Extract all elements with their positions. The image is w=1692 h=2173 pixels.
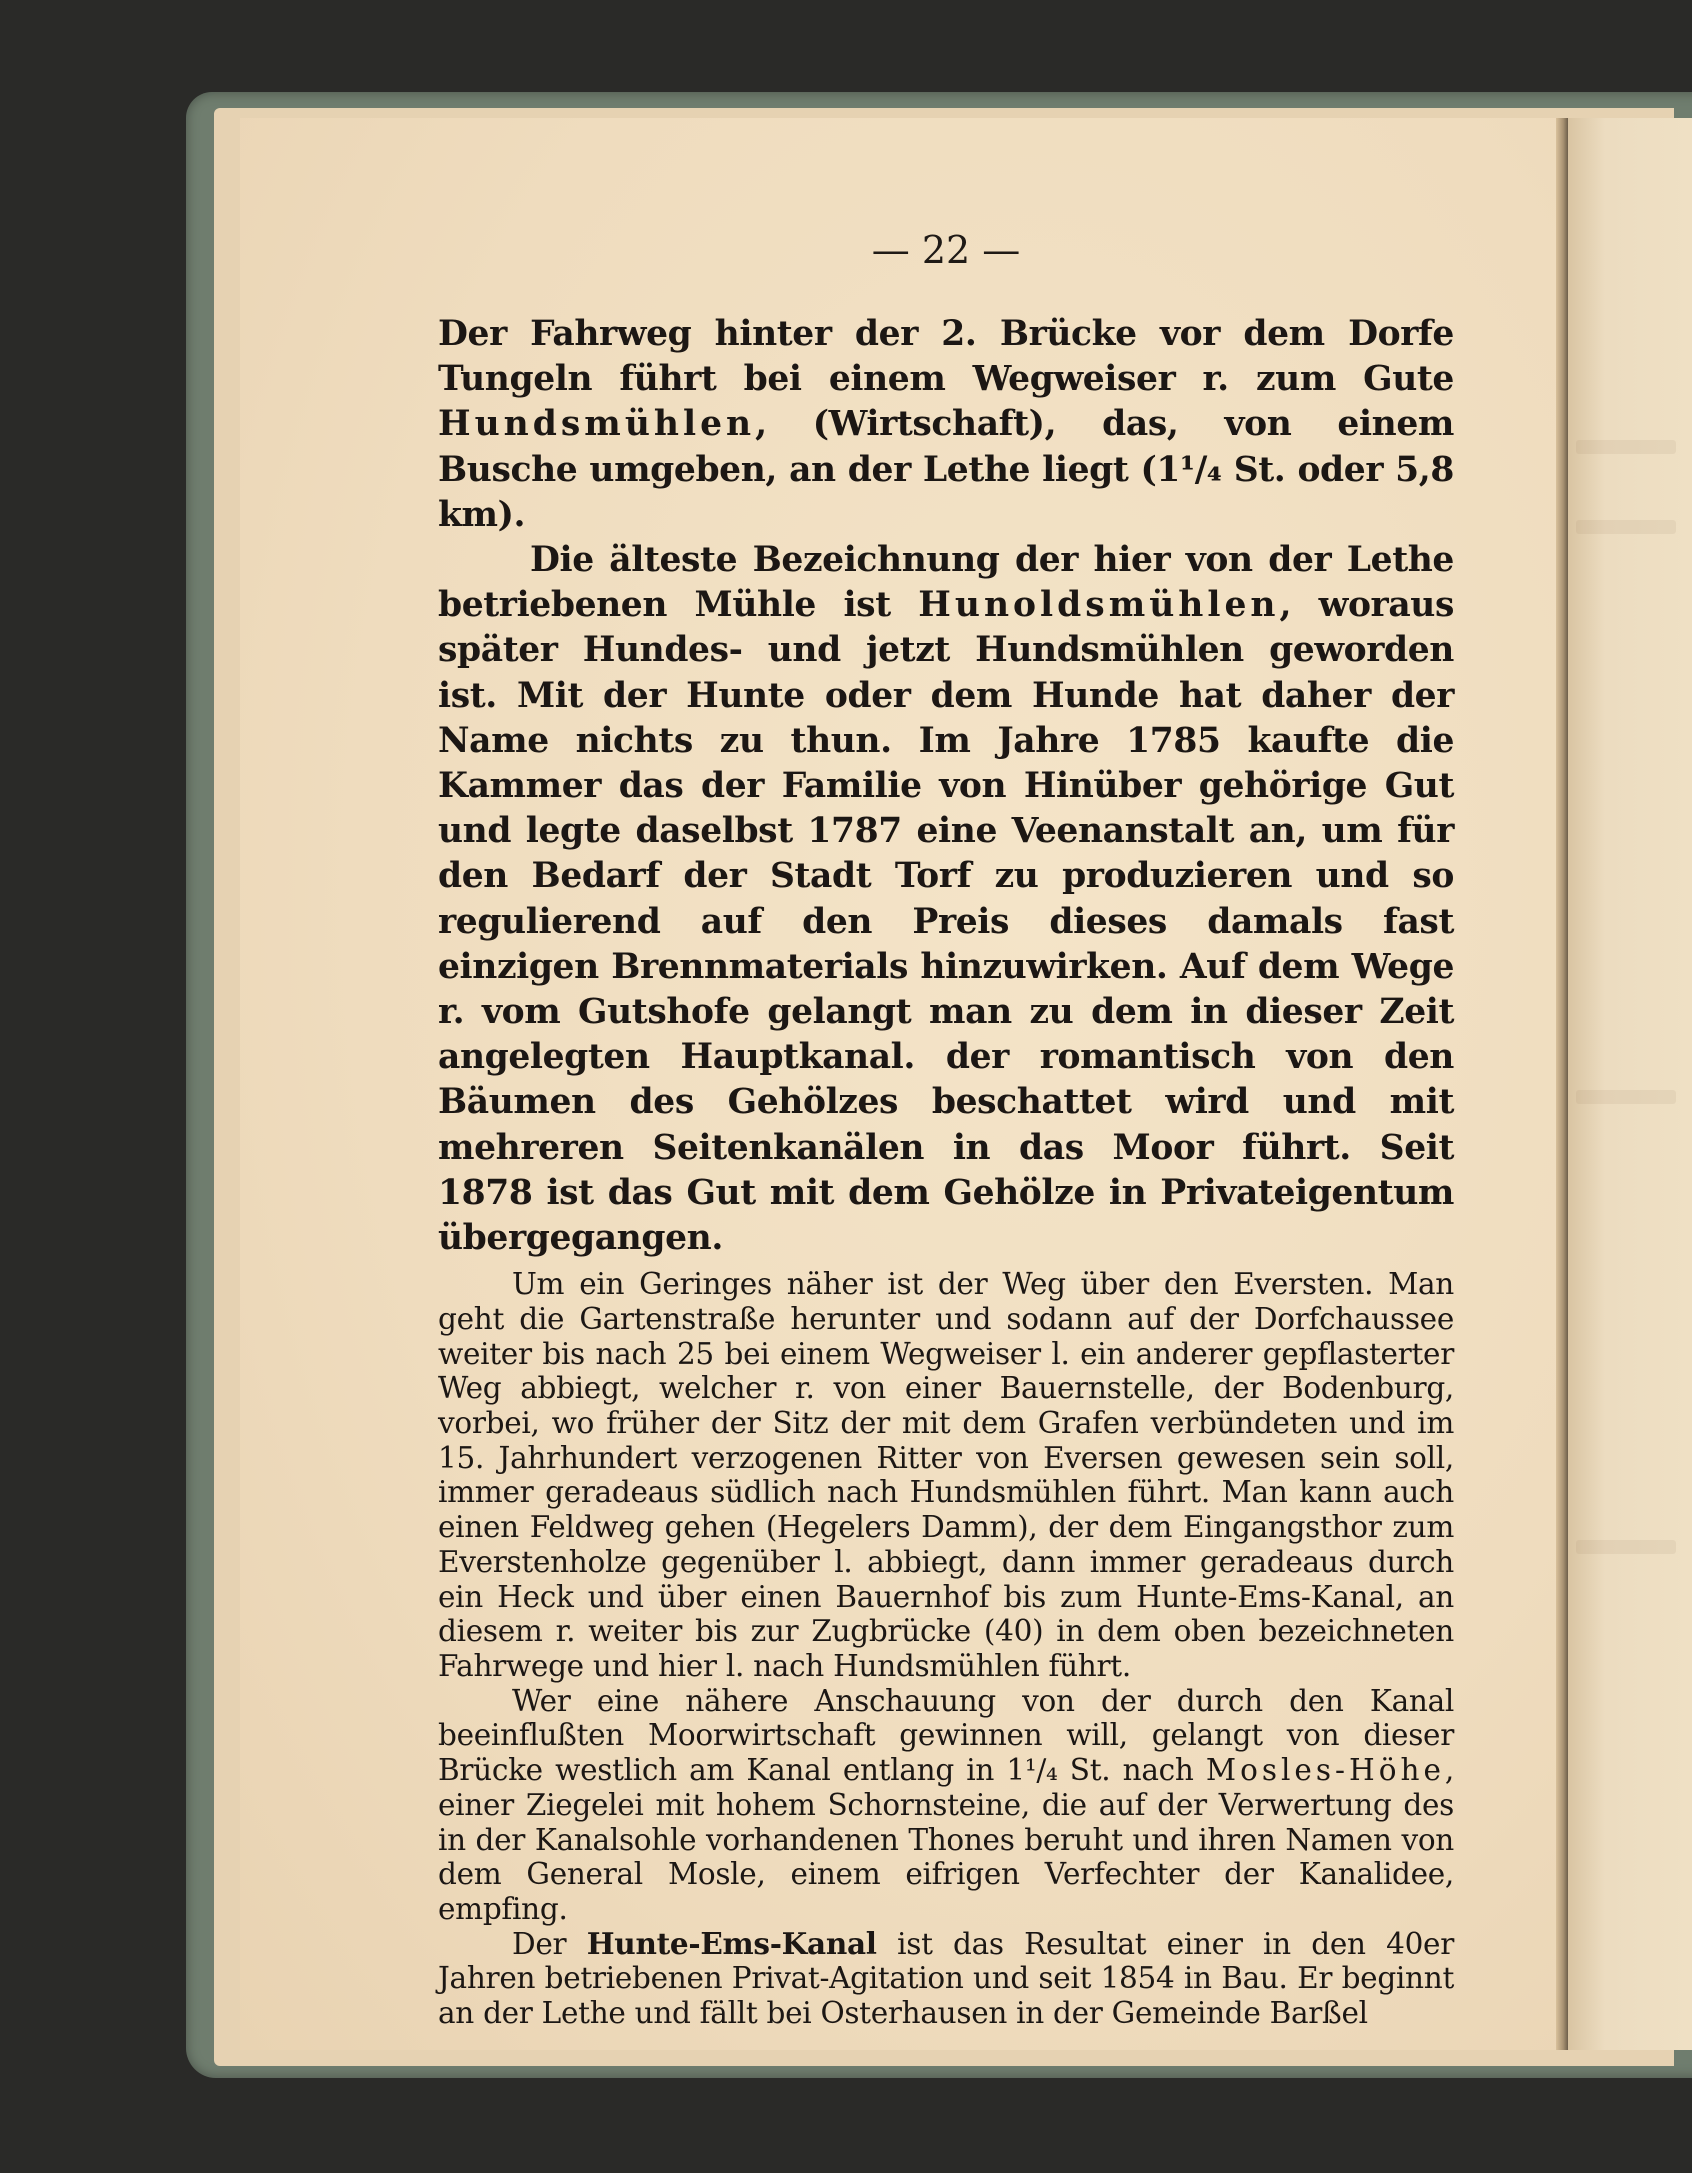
paragraph: Wer eine nähere Anschauung von der durch den Kanal beeinflußten Moorwirtschaft gewinnen will, gelangt von dieser Brücke westlich am Kanal entlang in 1¹/₄ St. nach Mosles-Höhe, einer Ziegelei mit hohem Schornsteine, die auf der Verwertung des in der Kanalsohle vorhandenen Thones beruht und ihren Namen von dem General Mosle, einem eifrigen Verfechter der Kanalidee, empfing.: [438, 1683, 1454, 1926]
page-text: [438, 312, 1454, 2031]
bleed-through-line: [1576, 520, 1676, 534]
emphasized-term: Hunte-Ems-Kanal: [586, 1925, 877, 1961]
page-number: — 22 —: [871, 228, 1021, 272]
large-text-section: [438, 312, 1454, 1261]
emphasized-term: Hunoldsmühlen: [918, 585, 1280, 626]
right-page-edge: [1568, 118, 1692, 2050]
paragraph: Um ein Geringes näher ist der Weg über den Eversten. Man geht die Gartenstraße herunter und sodann auf der Dorfchaussee weiter bis nach 25 bei einem Wegweiser l. ein anderer gepflasterter Weg abbiegt, welcher r. von einer Bauernstelle, der Bodenburg, vorbei, wo früher der Sitz der mit dem Grafen verbündeten und im 15. Jahrhundert verzogenen Ritter von Eversen gewesen sein soll, immer geradeaus südlich nach Hundsmühlen führt. Man kann auch einen Feldweg gehen (Hegelers Damm), der dem Eingangsthor zum Everstenholze gegenüber l. abbiegt, dann immer geradeaus durch ein Heck und über einen Bauernhof bis zum Hunte-Ems-Kanal, an diesem r. weiter bis zur Zugbrücke (40) in dem oben bezeichneten Fahrwege und hier l. nach Hundsmühlen führt.: [438, 1267, 1454, 1683]
bleed-through-line: [1576, 1540, 1676, 1554]
paragraph: Die älteste Bezeichnung der hier von der Lethe betriebenen Mühle ist Hunoldsmühlen, woraus später Hundes- und jetzt Hundsmühlen geworden ist. Mit der Hunte oder dem Hunde hat daher der Name nichts zu thun. Im Jahre 1785 kaufte die Kammer das der Familie von Hinüber gehörige Gut und legte daselbst 1787 eine Veenanstalt an, um für den Bedarf der Stadt Torf zu produzieren und so regulierend auf den Preis dieses damals fast einzigen Brennmaterials hinzuwirken. Auf dem Wege r. vom Gutshofe gelangt man zu dem in dieser Zeit angelegten Hauptkanal. der romantisch von den Bäumen des Gehölzes beschattet wird und mit mehreren Seitenkanälen in das Moor führt. Seit 1878 ist das Gut mit dem Gehölze in Privateigentum übergegangen.: [438, 540, 1454, 1259]
paragraph: Der Fahrweg hinter der 2. Brücke vor dem Dorfe Tungeln führt bei einem Wegweiser r. zum Gute Hundsmühlen, (Wirtschaft), das, von einem Busche umgeben, an der Lethe liegt (1¹/₄ St. oder 5,8 km).: [438, 314, 1454, 535]
emphasized-term: Mosles-Höhe: [1205, 1753, 1445, 1788]
paragraph: Der Hunte-Ems-Kanal ist das Resultat einer in den 40er Jahren betriebenen Privat-Agitation und seit 1854 in Bau. Er beginnt an der Lethe und fällt bei Osterhausen in der Gemeinde Barßel: [438, 1925, 1455, 2031]
bleed-through-line: [1576, 440, 1676, 454]
bleed-through-line: [1576, 1090, 1676, 1104]
small-text-section: [438, 1267, 1454, 2030]
emphasized-term: Hundsmühlen: [438, 404, 756, 445]
book-gutter: [1556, 118, 1568, 2050]
